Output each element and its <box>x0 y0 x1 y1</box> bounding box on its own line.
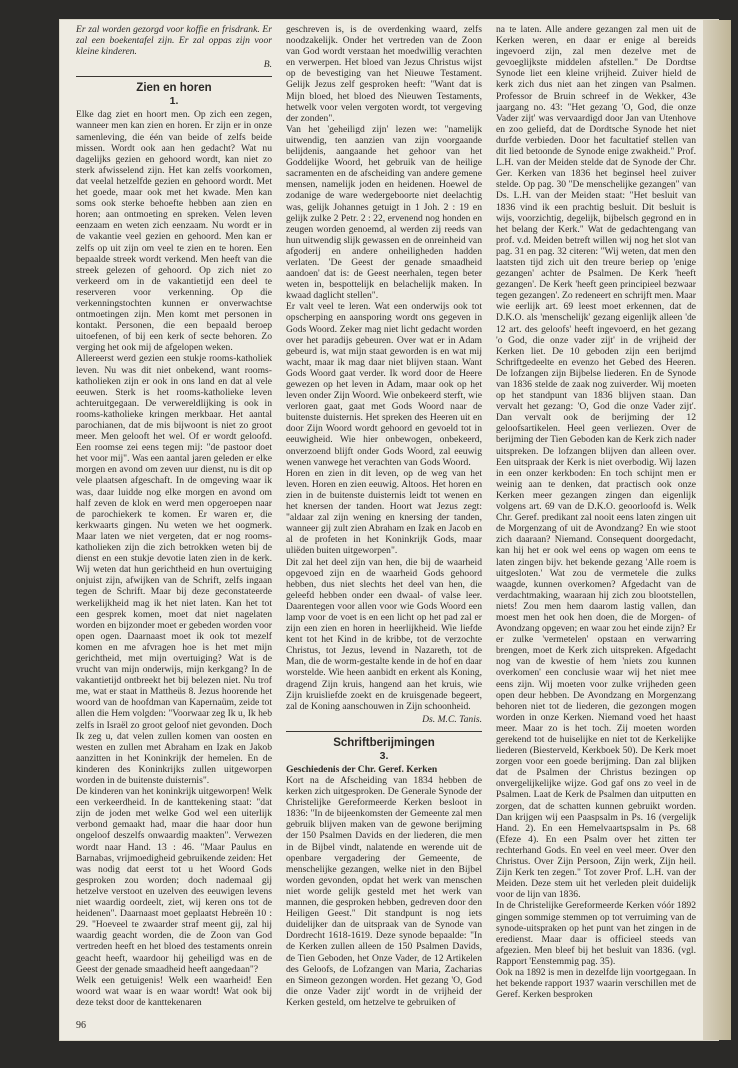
page-edge <box>703 20 731 1040</box>
intro-text: Er zal worden gezorgd voor koffie en frisdrank. Er zal een boekentafel zijn. Er zal oppas zijn voor kleine kinderen. <box>76 24 272 58</box>
column-3 <box>496 24 696 1014</box>
subheading: Geschiedenis der Chr. Geref. Kerken <box>286 763 438 775</box>
paragraph: Welk een getuigenis! Welk een waarheid! Een woord wat waar is en waar wordt! Wat ook bij deze tekst door de kanttekenaren <box>76 974 272 1008</box>
paragraph: Er valt veel te leren. Wat een onderwijs ook tot opscherping en aansporing wordt ons gegeven in Gods Woord. Zeker mag niet licht gedacht worden over het paradijs gebeuren. Over wat er in Adam gebeurd is, wat mijn staat geworden is en wat mij wacht, maar ik mag daar niet blijven staan. Want Gods Woord gaat verder. Ik word door de Heere gewezen op het leven in Adam, maar ook op het leven onder Zijn Woord. Wie onbekeerd sterft, wie verloren gaat, gaat met Gods Woord naar de buitenste duisternis. Het spreken des Heeren uit en door Zijn Woord wordt gehoord en gevoeld tot in eeuwigheid. Wie hier onbewogen, onbekeerd, onverzoend blijft onder Gods Woord, zal eeuwig wenen vanwege het verachten van Gods Woord. <box>286 301 482 468</box>
intro-signature: B. <box>263 59 272 71</box>
article-number: 1. <box>169 95 179 108</box>
author-signature: Ds. M.C. Tanis. <box>422 713 482 725</box>
paragraph: geschreven is, is de overdenking waard, zelfs noodzakelijk. Onder het vertreden van de Zoon van God wordt verstaan het moedwillig verachten en verwerpen. Het bloed van Jezus Christus wijst op de bevestiging van het Nieuwe Testament. Gelijk Jezus zelf gesproken heeft: "Want dat is Mijn bloed, het bloed des Nieuwen Testaments, hetwelk voor velen vergoten wordt, tot vergeving der zonden". <box>286 24 482 124</box>
article-number: 3. <box>379 749 389 762</box>
paragraph: Kort na de Afscheiding van 1834 hebben de kerken zich uitgesproken. De Generale Synode der Christelijke Gereformeerde Kerken besloot in 1836: "In de bijeenkomsten der Gemeente zal men gebruik blijven maken van de gewone berijming der 150 Psalmen Davids en der liederen, die men in de Bijbel vindt, nalatende en werende uit de openbare vergadering der Gemeente, de menschelijke gezangen, welke niet in den Bijbel worden gevonden, opdat het werk van menschen niet worde gelijk gesteld met het werk van mannen, die gesproken hebben, gedreven door den Heiligen Geest." Dit standpunt is nog iets duidelijker dan de uitspraak van de Synode van Dordrecht 1618-1619. Deze synode bepaalde: "In de Kerken zullen alleen de 150 Psalmen Davids, de Tien Geboden, het Onze Vader, de 12 Artikelen des Geloofs, de Lofzangen van Maria, Zacharias en Simeon gezongen worden. Het gezang 'O, God die onze Vader zijt' wordt in de vrijheid der Kerken gesteld, om hetzelve te gebruiken of <box>286 775 482 1008</box>
column-1 <box>76 24 272 1014</box>
article-title-zien-en-horen: Zien en horen <box>136 82 212 95</box>
paragraph: Allereerst werd gezien een stukje rooms-katholiek leven. Nu was dit niet onbekend, want rooms-katholieken zijn er ook in ons land en dat al vele eeuwen. Sterk is het rooms-katholieke leven achteruitgegaan. De verwereldlijking is ook in rooms-katholieke kringen merkbaar. Het aantal parochianen, dat de mis bijwoont is niet zo groot meer. Men gelooft het wel. Of er wordt geloofd. Een roomse zei eens tegen mij: "de pastoor doet het voor mij". Was een aantal jaren geleden er elke morgen en avond om zeven uur dienst, nu is dit op vele plaatsen afgeschaft. In de omgeving waar ik was, daar luidde nog elke morgen en avond om half zeven de klok en werd men opgeroepen naar de parochiekerk te komen. Er waren er, die kerkwaarts gingen. Nu weten we het oogmerk. Maar laten we niet vergeten, dat er nog rooms-katholieken zijn die zich betrokken weten bij de dienst en een stukje devotie laten zien in de kerk. Wij weten dat hun gerichtheid en hun overtuiging onjuist zijn, afwijken van de Schrift, zelfs ingaan tegen de Schrift. Maar bij deze geconstateerde werkelijkheid mag ik het niet laten. Kan het tot een gesprek komen, moet dat niet nagelaten worden en bijzonder moet er gebeden worden voor open ogen. Daarnaast moet ik ook tot mezelf komen en me afvragen hoe is het met mijn gerichtheid, met mijn overtuiging? Wat is de vrucht van mijn onderwijs, mijn kerkgang? In de vakantietijd ontbreekt het bij belezen niet. Nu trof me, wat er staat in Mattheüs 8. Jezus hoorende het woord van de hoofdman van Kapernaüm, zeide tot allen die Hem volgden: "Voorwaar zeg Ik u, Ik heb zelfs in Israël zo groot geloof niet gevonden. Doch Ik zeg u, dat velen zullen komen van oosten en westen en zullen met Abraham en Izak en Jakob aanzitten in het Koninkrijk der hemelen. En de kinderen des Koninkrijks zullen uitgeworpen worden in de buitenste duisternis". <box>76 353 272 786</box>
divider <box>286 731 482 732</box>
divider <box>76 76 272 77</box>
paragraph: In de Christelijke Gereformeerde Kerken vóór 1892 gingen sommige stemmen op tot verruiming van de synode-uitspraken op het punt van het zingen in de eredienst. Maar daar is officieel steeds van afgezien. Men bleef bij het besluit van 1836. (vgl. Rapport 'Eenstemmig pag. 35). <box>496 900 696 967</box>
paragraph: Ook na 1892 is men in dezelfde lijn voortgegaan. In het bekende rapport 1937 waarin verschillen met de Geref. Kerken besproken <box>496 966 696 1001</box>
paragraph: Van het 'geheiligd zijn' lezen we: "namelijk uitwendig, ten aanzien van zijn voorgaande belijdenis, aangaande het gehoor van het Goddelijke Woord, het gebruik van de heilige sacramenten en de afscheiding van andere gemene mensen, namelijk joden en heidenen. Hoewel de zodanige de ware wedergeboorte niet deelachtig was, gelijk Johannes getuigt in 1 Joh. 2 : 19 en gelijk zulke 2 Petr. 2 : 22, ervenend nog honden en zeugen worden genoemd, al werden zij reeds van hun uitwendig slijk gewassen en de onreinheid van afgoderij en andere onheiligheden hadden verlaten. 'De Geest der genade smaadheid aandoen' dat is: de Geest neerhalen, tegen beter weten in, bespottelijk en belachelijk maken. In kwaad daglicht stellen". <box>286 123 482 302</box>
paragraph: Horen en zien in dit leven, op de weg van het leven. Horen en zien eeuwig. Altoos. Het horen en zien in de buitenste duisternis leidt tot wenen en het knersen der tanden. Hoort wat Jezus zegt: "aldaar zal zijn wening en knersing der tanden, wanneer gij zult zien Abraham en Izak en Jacob en al de profeten in het Koninkrijk Gods, maar uliëden buiten uitgeworpen". <box>286 467 482 557</box>
paragraph: na te laten. Alle andere gezangen zal men uit de Kerken weren, en daar er enige al bereids ingevoerd zijn, zal men dezelve met de gevoeglijkste middelen afstellen." De Dordtse Synode liet een kleine vrijheid. Zuiver hield de kerk zich dus niet aan het zingen van Psalmen. Professor de Bruin schreef in de Wekker, 43e jaargang no. 43: "Het gezang 'O, God, die onze Vader zijt' was vervaardigd door Jan van Utenhove en zoo geliefd, dat de Dordtsche Synode het niet durfde verbieden. Door het facultatief stellen van dit lied betoonde de Synode enige zwakheid." Prof. L.H. van der Meiden stelde dat de Synode der Chr. Ger. Kerken van 1836 het beginsel heel zuiver stelde. Op pag. 30 "De menschelijke gezangen" van Ds. L.H. van der Meiden staat: "Het besluit van 1836 vind ik een prachtig besluit. Dit besluit is wijs, voorzichtig, degelijk, bijbelsch gegrond en in het belang der Kerk." Wat de gedachtengang van prof. v.d. Meiden betreft willen wij nog het slot van pag. 31 en pag. 32 citeren: "Wij weten, dat men den laatsten tijd zich uit den treure beriep op 'enige gezangen' achter de Psalmen. De Kerk 'heeft gezangen'. De Kerk 'heeft geen principieel bezwaar tegen gezangen'. Zo redeneert en schrijft men. Maar wie eerlijk art. 69 leest moet erkennen, dat de D.K.O. als 'menschelijk' gezang eigenlijk alleen 'de 12 art. des geloofs' heeft ingevoerd, en het gezang 'o God, die onze vader zijt' in de vrijheid der Kerken liet. De 10 geboden zijn een berijmd Schriftgedeelte en evenzo het Gebed des Heeren. De lofzangen zijn Bijbelse liederen. En de Synode van 1836 stelde de zaak nog zuiverder. Wij moeten op het standpunt van 1836 blijven staan. Dan vervalt het gezang: 'O, God die onze Vader zijt'. Dan vervalt ook de berijming der 12 geloofsartikelen. Heel geen verliezen. Over de berijming der Tien Geboden kan de Kerk zich nader uitspreken. De lofzangen blijven dan alleen over. Een uitspraak der Kerk is niet overbodig. Wij lazen in een onzer kerkboden: En toch schijnt men er weinig aan te denken, dat practisch ook onze Kerken meer gezangen zingen dan eigenlijk volgens art. 69 van de D.K.O. geoorloofd is. Welk Chr. Geref. predikant zal nooit eens laten zingen uit de Morgenzang of uit de Avondzang? En wie stoot zich daaraan? Niemand. Consequent doorgedacht, kan hij het er ook wel eens op wagen om eens te laten zingen bijv. het bekende gezang 'Alle roem is uitgesloten.' Wat zou de vermetele die zulks waagde, kunnen overkomen? Afgedacht van de verdachtmaking, waaraan hij zich zou blootstellen, niets! Zou men hem daarom lastig vallen, dan moest men het ook hen doen, die de Morgen- of Avondzang opgeven; en waar zou het einde zijn? Er er zulke 'vermetelen' opstaan en verwarring brengen, moet de Kerk zich uitspreken. Afgedacht nog van de kwestie of hem 'niets zou kunnen overkomen' een conclusie waar wij het niet mee eens zijn. Wij moeten voor zulke vrijheden geen open deur hebben. De Avondzang en Morgenzang behoren niet tot de liederen, die gezongen mogen worden in onze Kerken. Niemand voed het haast meer. Maar zo is het toch. Zij moeten worden gerekend tot de huiselijke en niet tot de Kerkelijke liederen (Biesterveld, Kerkboek 50). De Kerk moet zorgen voor een goede berijming. Dan zal blijken dat de Psalmen der Christus bezingen op onvergelijkelijke wijze. God gaf ons zo veel in de Psalmen. Laat de Kerk de Psalmen dan uitputten en zorgen, dat de schatten kunnen gebruikt worden. Dan krijgen wij een Paaspsalm in Ps. 16 (vergelijk Hand. 2). En een Hemelvaartspsalm in Ps. 68 (Efeze 4). En een Psalm over het zitten ter rechterhand Gods. En veel en veel meer. Over den Christus. Over Zijn Persoon, Zijn werk, Zijn heil. Zijn Kerk ten zegen." Tot zover Prof. L.H. van der Meiden. Deze stem uit het verleden pleit duidelijk voor de lijn van 1836. <box>496 24 696 901</box>
paragraph: Dit zal het deel zijn van hen, die bij de waarheid opgevoed zijn en de waarheid Gods gehoord hebben, dus niet slechts het deel van hen, die geleefd hebben onder een dwaal- of valse leer. Daarentegen voor allen voor wie Gods Woord een lamp voor de voet is en een licht op het pad zal er zijn een zien en horen in heerlijkheid. Wie liefde kent tot het Kind in de kribbe, tot de verzochte Christus, tot Jezus, levend in Nazareth, tot de Man, die de worm-gestalte kende in de hof en daar worstelde. Wie heen aanbidt en erkent als Koning, dragend Zijn kruis, hangend aan het kruis, wie Zijn kruisliefde zoekt en de kruisgenade begeert, zal de Koning aanschouwen in Zijn schoonheid. <box>286 556 482 712</box>
page-number: 96 <box>76 1020 86 1031</box>
paragraph: De kinderen van het koninkrijk uitgeworpen! Welk een verkeerdheid. In de kanttekening staat: "dat zijn de joden met welke God wel een uiterlijk verbond gemaakt had, maar die haar door hun ongeloof deszelfs onwaardig maakten". Verwezen wordt naar Hand. 13 : 46. "Maar Paulus en Barnabas, vrijmoedigheid gebruikende zeiden: Het was nodig dat eerst tot u het Woord Gods gesproken zou worden; doch nademaal gij hetzelve verstoot en uzelven des eeuwigen levens niet waardig oordeelt, ziet, wij keren ons tot de heidenen". Daarnaast moet geplaatst Hebreën 10 : 29. "Hoeveel te zwaarder straf meent gij, zal hij waardig geacht worden, die de Zoon van God vertreden heeft en het bloed des testaments onrein geacht heeft, waardoor hij geheiligd was en de Geest der genade smaadheid heeft aangedaan"? <box>76 786 272 975</box>
article-title-schriftberijmingen: Schriftberijmingen <box>333 736 435 749</box>
column-2 <box>286 24 482 1014</box>
paragraph: Elke dag ziet en hoort men. Op zich een zegen, wanneer men kan zien en horen. Er zijn er in onze samenleving, die één van beide of zelfs beide missen. Wordt ook aan hen gedacht? Wat nu dagelijks gezien en gehoord wordt, kan niet zo sterk afwisselend zijn. Het kan zelfs voorkomen, dat veelal hetzelfde gezien en gehoord wordt. Met het goede, maar ook met het kwade. Men kan soms ook sterke behoefte hebben aan zien en horen; aan ontmoeting en spreken. Velen leven eenzaam en weten zich eenzaam. Nu wordt er in de vakantie veel gezien en gehoord. Men kan er zelfs op uit zijn om veel te zien en te horen. Een bepaalde streek wordt verkend. Men heeft van die streek gelezen of gehoord. Op zich niet zo verkeerd om in de vakantietijd een deel te reserveren voor verkenning. Op die verkenningstochten kunnen er onverwachtse ontmoetingen zijn. Men komt met personen in kontakt. Personen, die een bepaald beroep uitoefenen, of bij een kerk of secte behoren. Zo verging het ook mij de afgelopen weken. <box>76 109 272 354</box>
